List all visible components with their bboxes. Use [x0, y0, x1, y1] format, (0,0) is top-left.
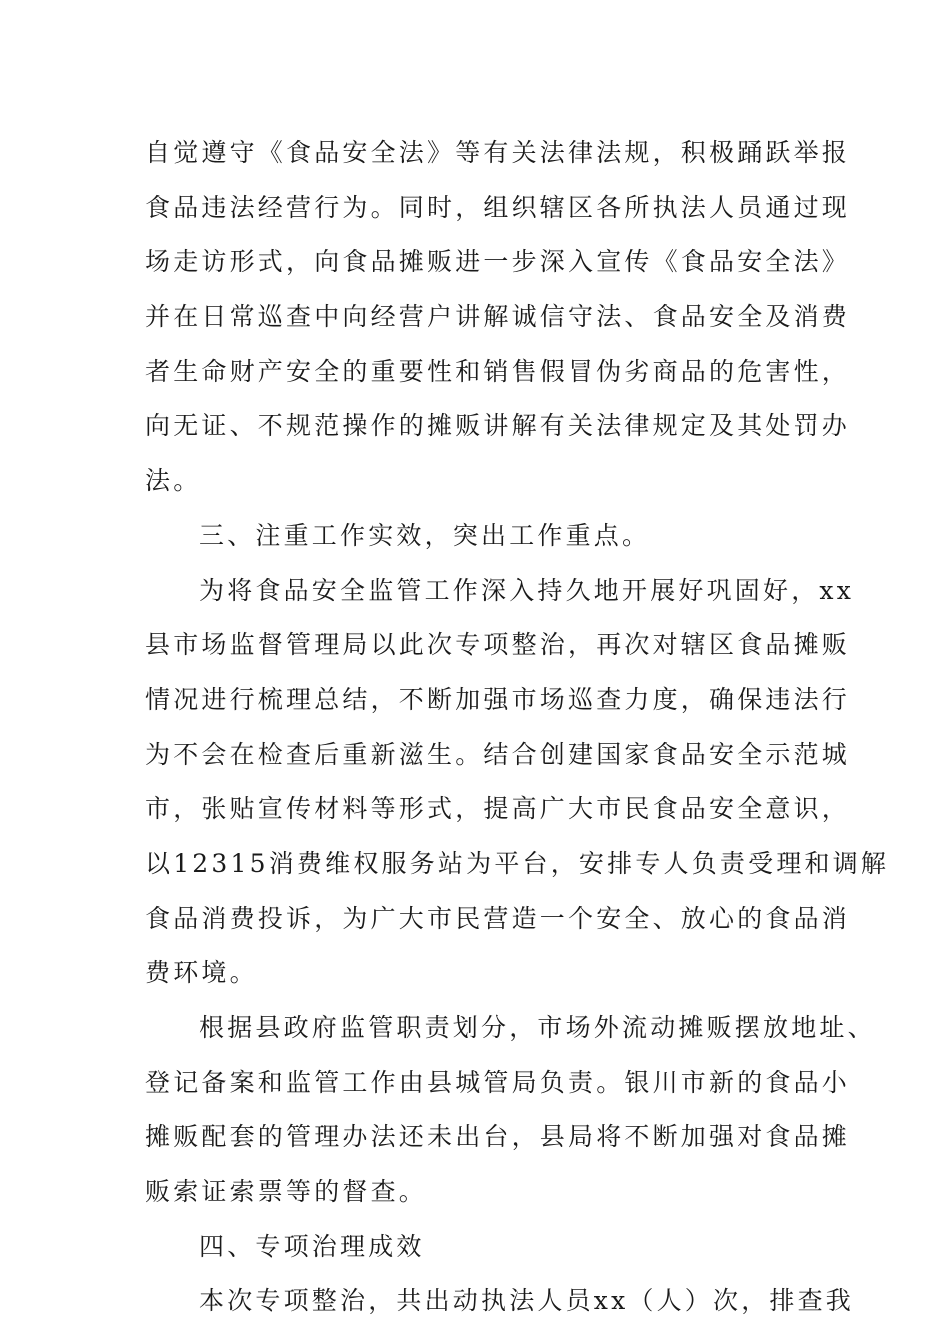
document-body — [145, 126, 890, 1329]
text-line: 登记备案和监管工作由县城管局负责。银川市新的食品小 — [145, 1067, 851, 1097]
text-line: 为将食品安全监管工作深入持久地开展好巩固好，xx — [199, 575, 855, 605]
text-line: 摊贩配套的管理办法还未出台，县局将不断加强对食品摊 — [145, 1122, 851, 1152]
paragraph — [145, 564, 890, 1002]
text-line: 者生命财产安全的重要性和销售假冒伪劣商品的危害性， — [145, 356, 851, 386]
text-line: 食品违法经营行为。同时，组织辖区各所执法人员通过现 — [145, 192, 851, 222]
text-line: 法。 — [145, 466, 202, 496]
text-line: 以12315消费维权服务站为平台，安排专人负责受理和调解 — [145, 848, 890, 878]
paragraph — [145, 1274, 855, 1329]
text-line: 本次专项整治，共出动执法人员xx（人）次，排查我 — [199, 1286, 855, 1316]
paragraph — [145, 126, 851, 509]
text-line: 为不会在检查后重新滋生。结合创建国家食品安全示范城 — [145, 739, 851, 769]
text-line: 场走访形式，向食品摊贩进一步深入宣传《食品安全法》 — [145, 247, 851, 277]
text-line: 食品消费投诉，为广大市民营造一个安全、放心的食品消 — [145, 903, 851, 933]
text-line: 市，张贴宣传材料等形式，提高广大市民食品安全意识， — [145, 794, 851, 824]
text-line: 费环境。 — [145, 958, 258, 988]
section-heading: 四、专项治理成效 — [199, 1231, 425, 1261]
section-heading: 三、注重工作实效，突出工作重点。 — [199, 520, 651, 550]
text-line: 贩索证索票等的督查。 — [145, 1177, 428, 1207]
text-line: 根据县政府监管职责划分，市场外流动摊贩摆放地址、 — [199, 1013, 876, 1042]
text-line: 向无证、不规范操作的摊贩讲解有关法律规定及其处罚办 — [145, 411, 851, 441]
paragraph — [145, 1001, 876, 1220]
text-line: 并在日常巡查中向经营户讲解诚信守法、食品安全及消费 — [145, 302, 851, 332]
text-line: 情况进行梳理总结，不断加强市场巡查力度，确保违法行 — [145, 684, 851, 714]
text-line: 县市场监督管理局以此次专项整治，再次对辖区食品摊贩 — [145, 630, 851, 660]
text-line: 自觉遵守《食品安全法》等有关法律法规，积极踊跃举报 — [145, 138, 851, 167]
